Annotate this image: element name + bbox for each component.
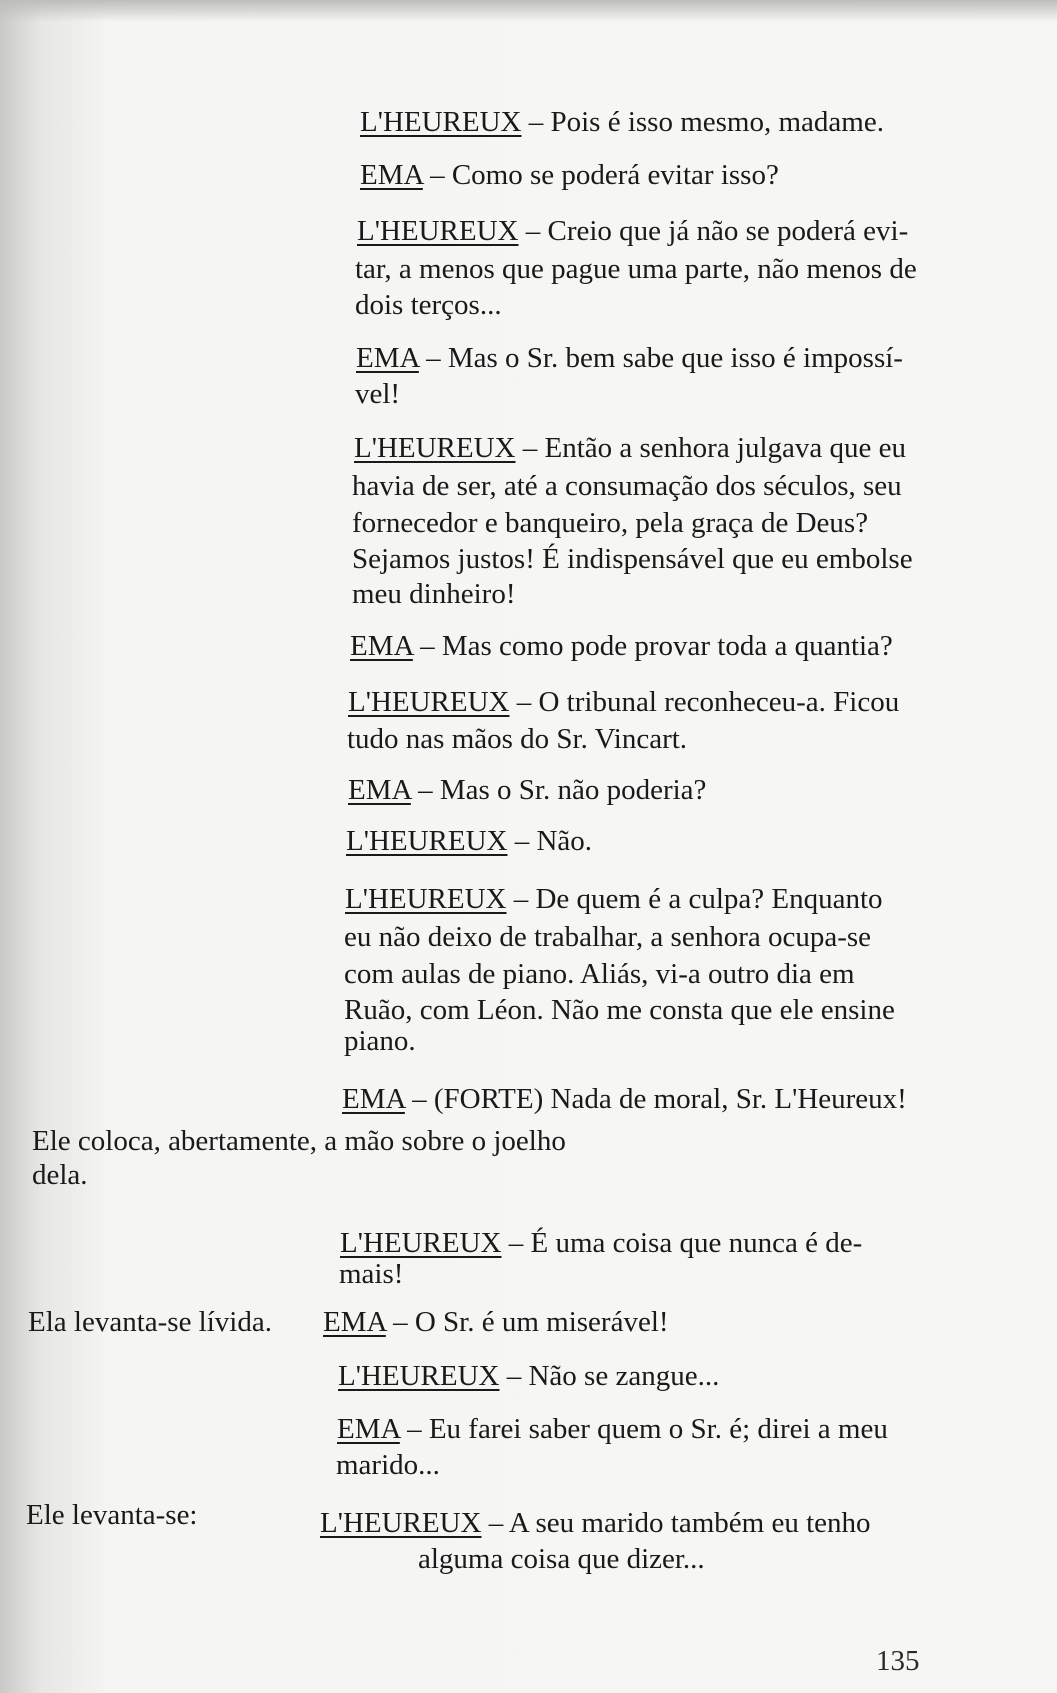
dialogue-line: dois terços...	[355, 289, 502, 321]
speaker-name: L'HEUREUX	[340, 1227, 502, 1259]
dialogue-line: piano.	[344, 1025, 416, 1057]
dialogue-line: alguma coisa que dizer...	[418, 1543, 705, 1575]
speaker-name: EMA	[337, 1413, 400, 1445]
dialogue-line: EMA – Como se poderá evitar isso?	[360, 159, 779, 191]
dialogue-line: meu dinheiro!	[352, 578, 516, 610]
speaker-name: L'HEUREUX	[320, 1507, 482, 1539]
dialogue-line: Sejamos justos! É indispensável que eu embolse	[352, 543, 913, 575]
speaker-name: EMA	[350, 630, 413, 662]
dialogue-line: eu não deixo de trabalhar, a senhora ocupa-se	[344, 921, 872, 953]
dialogue-line: marido...	[336, 1449, 440, 1481]
dialogue-line: Ruão, com Léon. Não me consta que ele ensine	[344, 994, 895, 1026]
dialogue-line: fornecedor e banqueiro, pela graça de Deus?	[352, 507, 869, 539]
speaker-name: L'HEUREUX	[345, 883, 507, 915]
speaker-name: EMA	[356, 342, 419, 374]
dialogue-line: L'HEUREUX – É uma coisa que nunca é de-	[340, 1227, 863, 1259]
dialogue-line: L'HEUREUX – Pois é isso mesmo, madame.	[360, 106, 884, 138]
dialogue-line: EMA – O Sr. é um miserável!	[323, 1306, 669, 1338]
dialogue-line: EMA – Eu farei saber quem o Sr. é; direi a meu	[337, 1413, 888, 1445]
speaker-name: EMA	[348, 774, 411, 806]
dialogue-line: EMA – Mas o Sr. bem sabe que isso é impossí-	[356, 342, 903, 374]
speaker-name: L'HEUREUX	[338, 1360, 500, 1392]
speaker-name: L'HEUREUX	[360, 106, 522, 138]
dialogue-line: EMA – Mas o Sr. não poderia?	[348, 774, 707, 806]
dialogue-line: L'HEUREUX – De quem é a culpa? Enquanto	[345, 883, 883, 915]
dialogue-line: L'HEUREUX – A seu marido também eu tenho	[320, 1507, 871, 1539]
stage-direction: Ele coloca, abertamente, a mão sobre o joelho	[32, 1125, 566, 1157]
speaker-name: EMA	[360, 159, 423, 191]
speaker-name: EMA	[323, 1306, 386, 1338]
dialogue-line: EMA – (FORTE) Nada de moral, Sr. L'Heureux!	[342, 1083, 907, 1115]
dialogue-line: havia de ser, até a consumação dos séculos, seu	[352, 470, 902, 502]
speaker-name: L'HEUREUX	[348, 686, 510, 718]
dialogue-line: vel!	[355, 378, 401, 410]
speaker-name: L'HEUREUX	[354, 432, 516, 464]
stage-direction: Ela levanta-se lívida.	[28, 1306, 272, 1338]
dialogue-line: tar, a menos que pague uma parte, não menos de	[355, 253, 917, 285]
stage-direction: dela.	[32, 1159, 88, 1191]
dialogue-line: L'HEUREUX – Creio que já não se poderá evi-	[357, 215, 909, 247]
dialogue-line: L'HEUREUX – Então a senhora julgava que eu	[354, 432, 907, 464]
dialogue-line: EMA – Mas como pode provar toda a quantia?	[350, 630, 893, 662]
speaker-name: EMA	[342, 1083, 405, 1115]
dialogue-line: L'HEUREUX – Não.	[346, 825, 593, 857]
dialogue-line: L'HEUREUX – O tribunal reconheceu-a. Ficou	[348, 686, 900, 718]
dialogue-line: tudo nas mãos do Sr. Vincart.	[347, 723, 688, 755]
dialogue-line: L'HEUREUX – Não se zangue...	[338, 1360, 720, 1392]
speaker-name: L'HEUREUX	[346, 825, 508, 857]
speaker-name: L'HEUREUX	[357, 215, 519, 247]
stage-direction: Ele levanta-se:	[26, 1499, 198, 1531]
dialogue-line: mais!	[339, 1258, 404, 1290]
page-number: 135	[876, 1645, 920, 1677]
dialogue-line: com aulas de piano. Aliás, vi-a outro dia em	[344, 958, 855, 990]
